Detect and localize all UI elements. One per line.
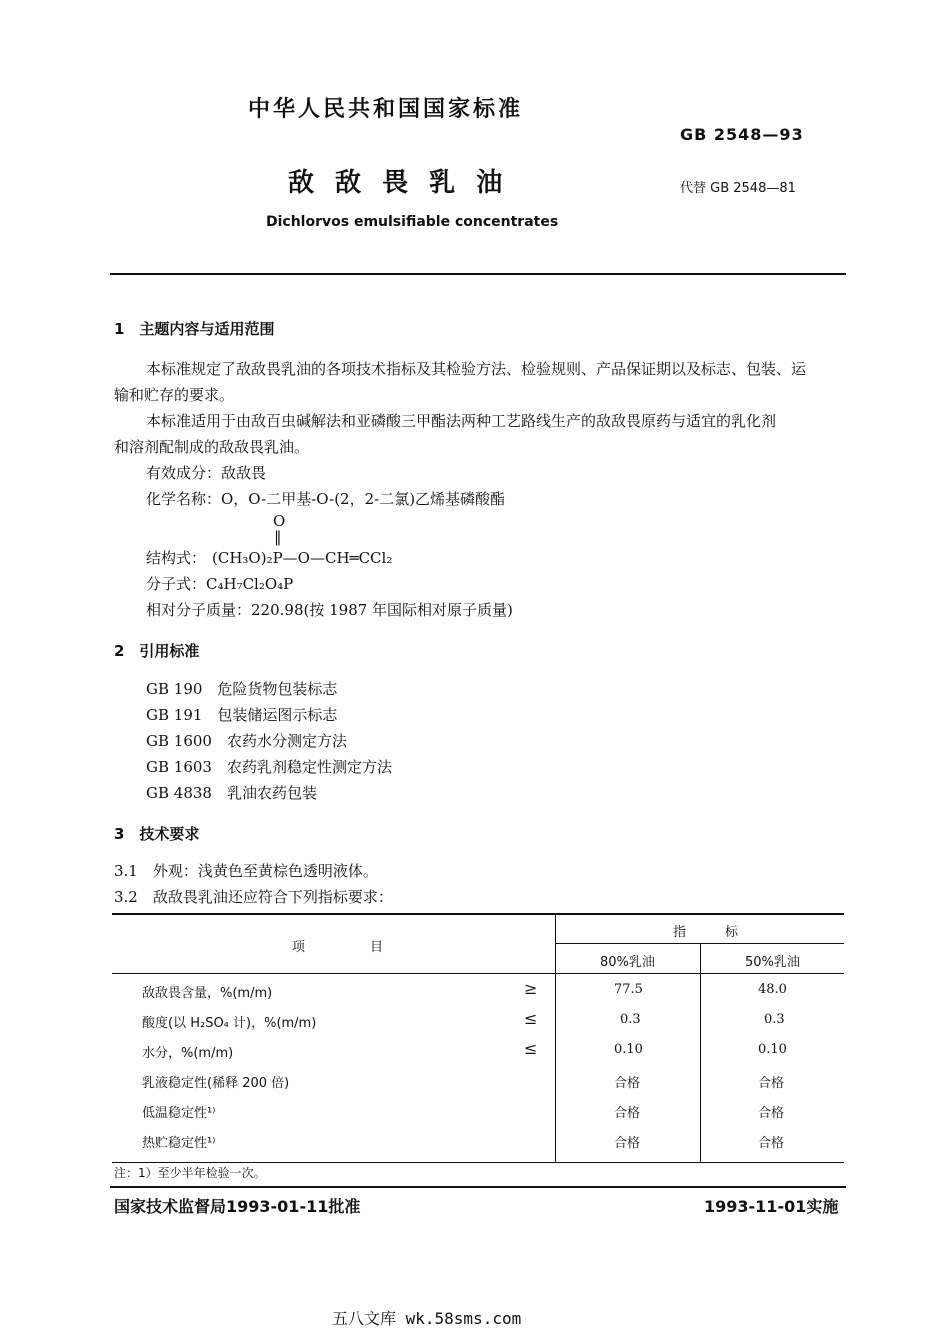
molecular-formula: 分子式：C₄H₇Cl₂O₄P <box>146 575 294 593</box>
table-row-v80: 合格 <box>614 1106 641 1121</box>
section1-heading: 1 主题内容与适用范围 <box>114 320 275 338</box>
chemical-name: 化学名称：O，O-二甲基-O-(2，2-二氯)乙烯基磷酸酯 <box>146 490 506 508</box>
replaces-standard: 代替 GB 2548—81 <box>680 181 796 196</box>
structural-formula-label: 结构式： <box>146 549 207 567</box>
ref-title: 乳油农药包装 <box>226 784 317 802</box>
ref-title: 农药水分测定方法 <box>226 732 347 750</box>
table-header-split <box>556 943 844 944</box>
table-row-name: 乳液稳定性(稀释 200 倍) <box>142 1076 290 1091</box>
table-row-v50: 0.3 <box>764 1012 785 1027</box>
formula-double-bond: ‖ <box>274 528 282 546</box>
table-row-v80: 合格 <box>614 1136 641 1151</box>
table-row-v80: 合格 <box>614 1076 641 1091</box>
watermark-text[interactable]: 五八文库 wk.58sms.com <box>332 1309 522 1328</box>
table-row-v80: 0.3 <box>620 1012 641 1027</box>
table-row-v50: 合格 <box>758 1136 785 1151</box>
section3-heading: 3 技术要求 <box>114 825 200 843</box>
molecular-mass: 相对分子质量：220.98(按 1987 年国际相对原子质量) <box>146 601 513 619</box>
footer-rule <box>110 1186 846 1188</box>
effective-date: 1993-11-01实施 <box>704 1197 839 1216</box>
active-ingredient: 有效成分：敌敌畏 <box>146 464 267 482</box>
title-zh: 敌 敌 畏 乳 油 <box>288 168 509 198</box>
table-col-divider <box>555 914 556 1163</box>
table-col-80: 80%乳油 <box>600 955 655 970</box>
table-row-op: ≤ <box>524 1009 538 1028</box>
ref-title: 包装储运图示标志 <box>217 706 338 724</box>
table-row-name: 热贮稳定性¹⁾ <box>142 1136 216 1151</box>
approval-date: 国家技术监督局1993-01-11批准 <box>114 1197 361 1216</box>
table-row-v50: 合格 <box>758 1076 785 1091</box>
table-col-item: 项 目 <box>292 940 384 955</box>
ref-item <box>146 728 347 754</box>
table-row-name: 敌敌畏含量，%(m/m) <box>142 986 273 1001</box>
table-row-op: ≥ <box>524 979 538 998</box>
table-col-divider <box>700 944 701 1163</box>
table-row-v80: 0.10 <box>614 1042 643 1057</box>
ref-code: GB 1600 <box>146 732 212 750</box>
table-header-rule <box>112 973 844 974</box>
item-3-1: 3.1 外观：浅黄色至黄棕色透明液体。 <box>114 862 378 880</box>
ref-code: GB 1603 <box>146 758 212 776</box>
table-row-v50: 0.10 <box>758 1042 787 1057</box>
title-en: Dichlorvos emulsifiable concentrates <box>266 214 559 230</box>
ref-item <box>146 702 337 728</box>
table-top-rule <box>112 913 844 915</box>
ref-title: 危险货物包装标志 <box>217 680 338 698</box>
table-row-op: ≤ <box>524 1039 538 1058</box>
table-bottom-rule <box>112 1162 844 1163</box>
ref-code: GB 190 <box>146 680 203 698</box>
section1-p2: 本标准适用于由敌百虫碱解法和亚磷酸三甲酯法两种工艺路线生产的敌敌畏原药与适宜的乳化剂 <box>146 412 777 430</box>
table-row-v80: 77.5 <box>614 982 643 997</box>
table-row-name: 水分，%(m/m) <box>142 1046 234 1061</box>
standard-code: GB 2548—93 <box>680 125 804 144</box>
header-rule <box>110 273 846 275</box>
national-standard-heading: 中华人民共和国国家标准 <box>248 97 524 122</box>
section1-p2b: 和溶剂配制成的敌敌畏乳油。 <box>114 438 310 456</box>
table-note: 注：1）至少半年检验一次。 <box>114 1166 266 1180</box>
table-row-v50: 合格 <box>758 1106 785 1121</box>
formula-oxygen: O <box>273 512 286 530</box>
ref-code: GB 191 <box>146 706 203 724</box>
ref-code: GB 4838 <box>146 784 212 802</box>
section2-heading: 2 引用标准 <box>114 642 200 660</box>
table-row-name: 低温稳定性¹⁾ <box>142 1106 216 1121</box>
ref-item <box>146 780 317 806</box>
section1-p1b: 输和贮存的要求。 <box>114 386 235 404</box>
ref-item <box>146 676 337 702</box>
section1-p1: 本标准规定了敌敌畏乳油的各项技术指标及其检验方法、检验规则、产品保证期以及标志、包装、运 <box>146 360 807 378</box>
item-3-2: 3.2 敌敌畏乳油还应符合下列指标要求： <box>114 888 393 906</box>
ref-item <box>146 754 392 780</box>
table-col-50: 50%乳油 <box>745 955 800 970</box>
table-col-index: 指 标 <box>673 925 739 940</box>
table-row-name: 酸度(以 H₂SO₄ 计)，%(m/m) <box>142 1016 317 1031</box>
ref-title: 农药乳剂稳定性测定方法 <box>226 758 392 776</box>
table-row-v50: 48.0 <box>758 982 787 997</box>
structural-formula: (CH₃O)₂P—O—CH═CCl₂ <box>212 549 393 567</box>
